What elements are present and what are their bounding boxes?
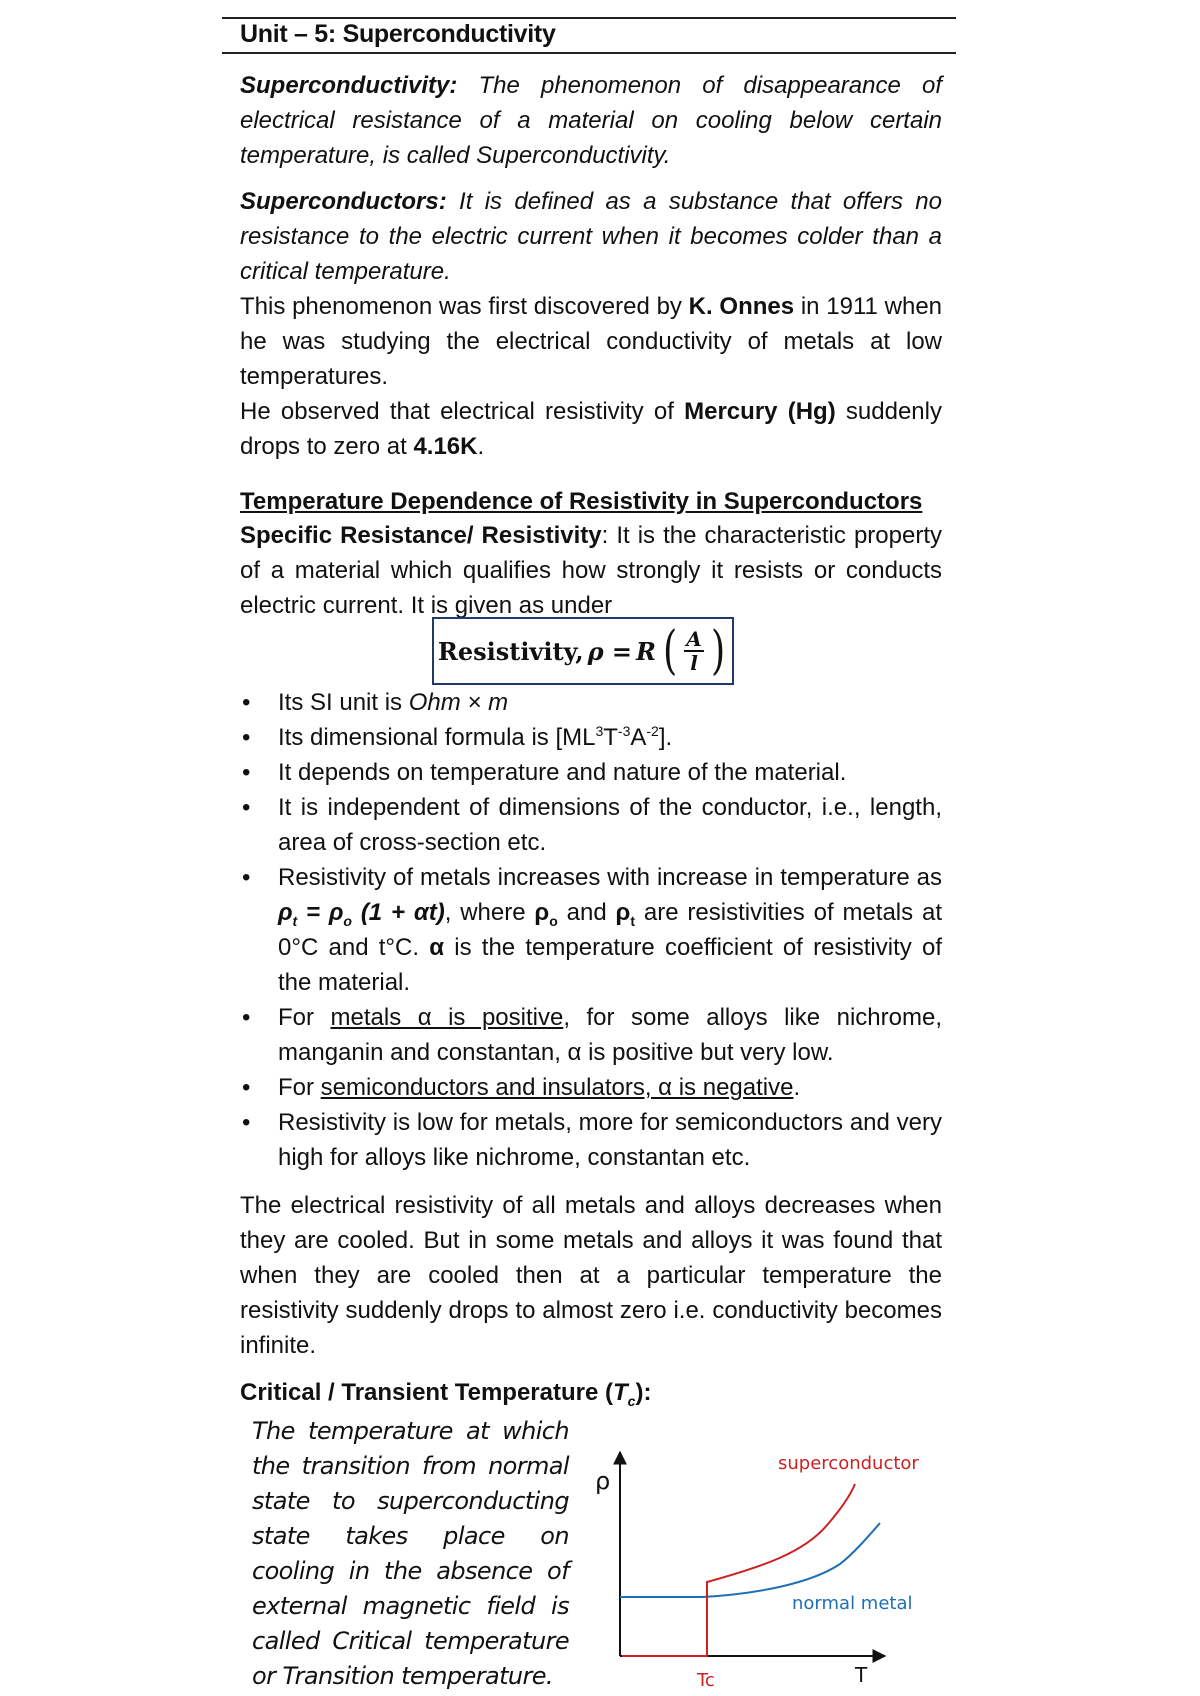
si-unit: Ohm × m	[408, 689, 509, 716]
normal-metal-line	[620, 1523, 880, 1597]
critical-temperature-definition: The temperature at which the transition from normal state to superconducting state takes place on cooling in the absence of external magnetic field is called Critical temperature or Transition temperature.	[252, 1417, 569, 1690]
formula-r: R	[636, 636, 656, 666]
resistivities-text: are resistivities of metals at 0°C and t°C.	[278, 899, 942, 961]
eq-sub-o: o	[343, 912, 352, 929]
formula-numerator: A	[686, 627, 702, 651]
list-item	[240, 1000, 942, 1070]
superconductors-definition	[240, 184, 942, 289]
resistivity-definition	[240, 518, 942, 623]
y-axis-label: ρ	[595, 1467, 611, 1495]
formula-fraction	[684, 628, 704, 674]
unit-title: Unit – 5: Superconductivity	[240, 20, 556, 48]
discovery-text-1: This phenomenon was first discovered by	[240, 293, 689, 320]
crit-head-close: ):	[635, 1379, 652, 1406]
metals-alpha-positive: metals α is positive	[330, 1004, 564, 1031]
superconductivity-text: The phenomenon of disappearance of electrical resistance of a material on cooling below certain temperature, is called Superconductivity.	[240, 72, 942, 169]
coefficient-text: is the temperature coefficient of resistivity of the material.	[278, 934, 942, 996]
normal-metal-series-label: normal metal	[792, 1593, 913, 1614]
metals-for: For	[278, 1004, 331, 1031]
superconductors-text: It is defined as a substance that offers no resistance to the electric current when it becomes colder than a critical temperature.	[240, 188, 942, 285]
semis-period: .	[793, 1074, 801, 1101]
section-heading: Temperature Dependence of Resistivity in Superconductors	[240, 488, 923, 515]
discoverer-name: K. Onnes	[688, 293, 795, 320]
discovery-paragraph	[240, 289, 942, 394]
superconductors-term: Superconductors:	[240, 188, 447, 215]
resistivity-formula-box	[432, 617, 734, 685]
list-item: • It is independent of dimensions of the conductor, i.e., length, area of cross-section etc.	[240, 790, 942, 860]
eq-mid: = ρ	[297, 899, 344, 926]
resistivity-temperature-chart	[585, 1424, 945, 1696]
dim-end: ].	[658, 724, 673, 751]
and-text: and	[557, 899, 616, 926]
crit-head-text: Critical / Transient Temperature (	[240, 1379, 613, 1406]
superconductor-line	[622, 1484, 855, 1656]
observation-text-3: .	[477, 433, 485, 460]
document-page	[200, 0, 992, 1696]
superconductivity-definition	[240, 68, 942, 173]
eq-rho-t: ρ	[278, 899, 293, 926]
formula-right-paren: )	[710, 621, 726, 681]
eq-end: (1 + αt)	[351, 899, 445, 926]
rho-o: ρ	[534, 899, 550, 926]
rho-t: ρ	[615, 899, 631, 926]
superconductor-series-label: superconductor	[778, 1453, 919, 1474]
observation-material: Mercury (Hg)	[684, 398, 836, 425]
resistivity-text: : It is the characteristic property of a material which qualifies how strongly it resists or conducts electric current. It is given as under	[240, 522, 942, 619]
crit-head-t: T	[613, 1379, 628, 1406]
list-item	[240, 1070, 942, 1105]
discovery-text-3: when he was studying the electrical conductivity of metals at low temperatures.	[240, 293, 943, 390]
where-text: , where	[444, 899, 535, 926]
observation-temperature: 4.16K	[413, 433, 478, 460]
list-item: • It depends on temperature and nature of the material.	[240, 755, 942, 790]
x-axis-label: T	[855, 1663, 868, 1687]
rho-t-sub: t	[630, 912, 636, 929]
dim-t: T	[603, 724, 618, 751]
superconductivity-term: Superconductivity:	[240, 72, 458, 99]
alpha-symbol: α	[429, 934, 445, 961]
cooling-paragraph: The electrical resistivity of all metals and alloys decreases when they are cooled. But in some metals and alloys it was found that when they are cooled then at a particular temperature the resistivity suddenly drops to almost zero i.e. conductivity becomes infinite.	[240, 1192, 942, 1359]
formula-denominator: l	[690, 651, 698, 675]
semis-for: For	[278, 1074, 321, 1101]
discovery-text-2: in	[794, 293, 827, 320]
tc-marker-label: Tc	[697, 1670, 715, 1691]
crit-head-sub: c	[627, 1392, 636, 1409]
discovery-year: 1911	[826, 293, 878, 320]
list-item: • Resistivity is low for metals, more for semiconductors and very high for alloys like nichrome, constantan etc.	[240, 1105, 942, 1175]
title-rule	[222, 52, 956, 54]
dim-exp-3: -2	[646, 723, 659, 739]
critical-temperature-heading	[240, 1379, 651, 1407]
top-rule	[222, 17, 956, 19]
observation-text-1: He observed that electrical resistivity of	[240, 398, 685, 425]
formula-lhs: ρ =	[587, 636, 633, 666]
alloys-text: , for some alloys like nichrome, manganin and constantan, α is positive but very low.	[278, 1004, 942, 1066]
dim-exp-1: 3	[595, 723, 604, 739]
list-item	[240, 860, 942, 1000]
si-unit-text: Its SI unit is	[278, 689, 409, 716]
eq-sub-t: t	[292, 912, 298, 929]
formula-label: Resistivity,	[437, 636, 584, 666]
temp-dependence-text: Resistivity of metals increases with increase in temperature as	[278, 864, 942, 891]
semis-alpha-negative: semiconductors and insulators, α is negative	[320, 1074, 794, 1101]
dimensional-text: Its dimensional formula is [ML	[278, 724, 596, 751]
rho-o-sub: o	[549, 912, 558, 929]
list-item	[240, 720, 942, 755]
resistivity-term: Specific Resistance/ Resistivity	[240, 522, 602, 549]
list-item	[240, 685, 942, 720]
temp-equation	[278, 899, 445, 929]
dim-a: A	[630, 724, 647, 751]
dim-exp-2: -3	[617, 723, 631, 739]
formula-left-paren: (	[663, 621, 678, 681]
resistivity-properties-list	[240, 685, 942, 1175]
observation-text-2: suddenly drops to zero at	[240, 398, 942, 460]
observation-paragraph	[240, 394, 942, 464]
